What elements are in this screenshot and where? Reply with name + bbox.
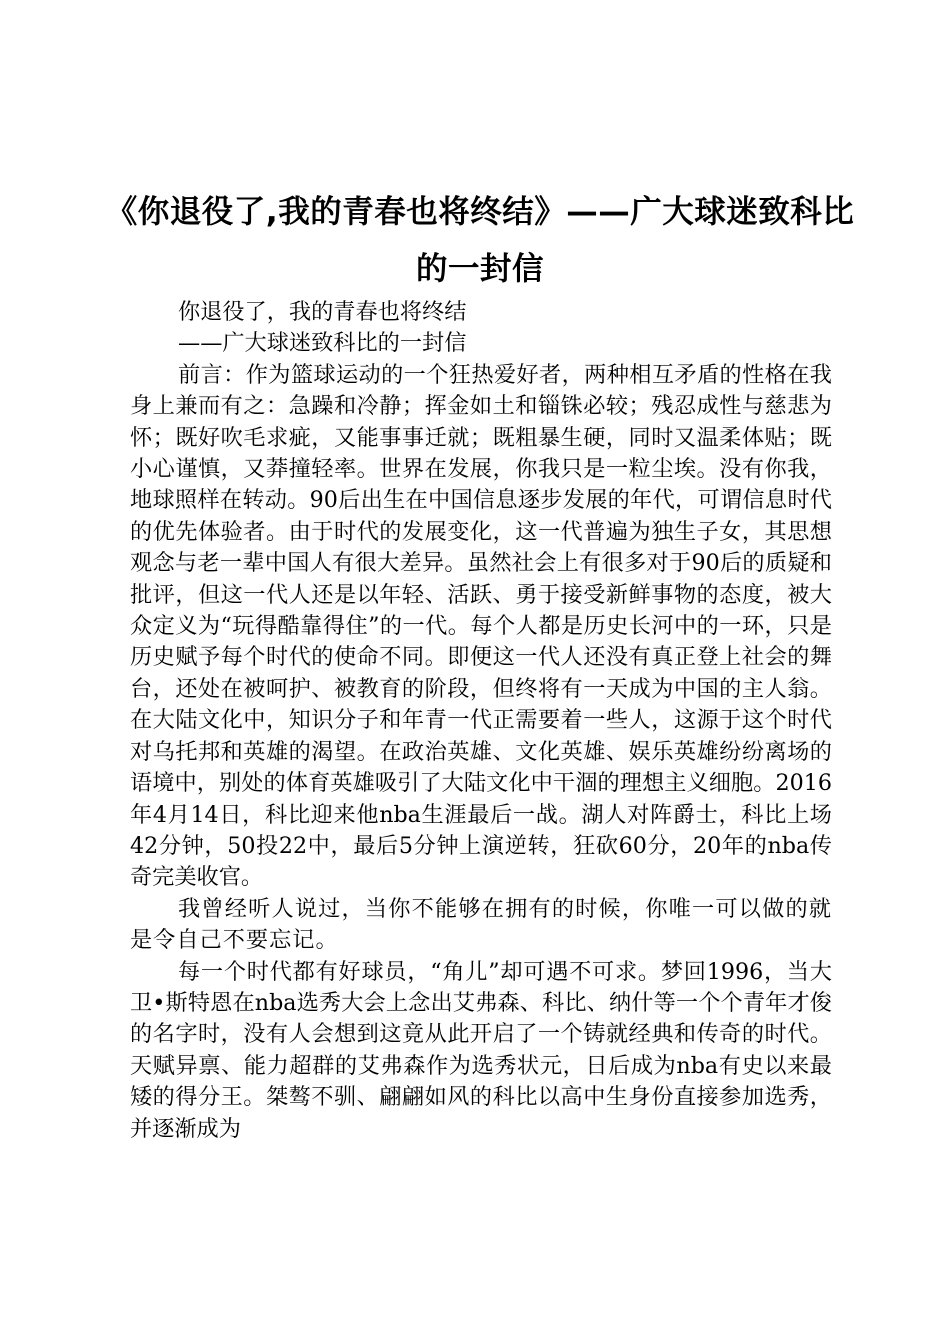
letter-heading-line: 你退役了，我的青春也将终结 [178, 299, 467, 325]
letter-subheading-line: ——广大球迷致科比的一封信 [178, 330, 467, 357]
quote-paragraph: 我曾经听人说过，当你不能够在拥有的时候，你唯一可以做的就是令自己不要忘记。 [130, 895, 832, 954]
document-title: 《你退役了,我的青春也将终结》——广大球迷致科比的一封信 [105, 194, 855, 287]
draft-1996-paragraph: 每一个时代都有好球员，“角儿”却可遇不可求。梦回1996，当大卫•斯特恩在nba选秀大会上念出艾弗森、科比、纳什等一个个青年才俊的名字时，没有人会想到这竟从此开启了一个铸就经典和传奇的时代。天赋异禀、能力超群的艾弗森作为选秀状元，日后成为nba有史以来最矮的得分王。桀骜不驯、翩翩如风的科比以高中生身份直接参加选秀，并逐渐成为 [130, 958, 832, 1142]
document-body [130, 297, 832, 1145]
preface-paragraph: 前言：作为篮球运动的一个狂热爱好者，两种相互矛盾的性格在我身上兼而有之：急躁和冷静；挥金如土和锱铢必较；残忍成性与慈悲为怀；既好吹毛求疵，又能事事迁就；既粗暴生硬，同时又温柔体贴；既小心谨慎，又莽撞轻率。世界在发展，你我只是一粒尘埃。没有你我，地球照样在转动。90后出生在中国信息逐步发展的年代，可谓信息时代的优先体验者。由于时代的发展变化，这一代普遍为独生子女，其思想观念与老一辈中国人有很大差异。虽然社会上有很多对于90后的质疑和批评，但这一代人还是以年轻、活跃、勇于接受新鲜事物的态度，被大众定义为“玩得酷靠得住”的一代。每个人都是历史长河中的一环，只是历史赋予每个时代的使命不同。即便这一代人还没有真正登上社会的舞台，还处在被呵护、被教育的阶段，但终将有一天成为中国的主人翁。在大陆文化中，知识分子和年青一代正需要着一些人，这源于这个时代对乌托邦和英雄的渴望。在政治英雄、文化英雄、娱乐英雄纷纷离场的语境中，别处的体育英雄吸引了大陆文化中干涸的理想主义细胞。2016年4月14日，科比迎来他nba生涯最后一战。湖人对阵爵士，科比上场42分钟，50投22中，最后5分钟上演逆转，狂砍60分，20年的nba传奇完美收官。 [130, 361, 832, 891]
